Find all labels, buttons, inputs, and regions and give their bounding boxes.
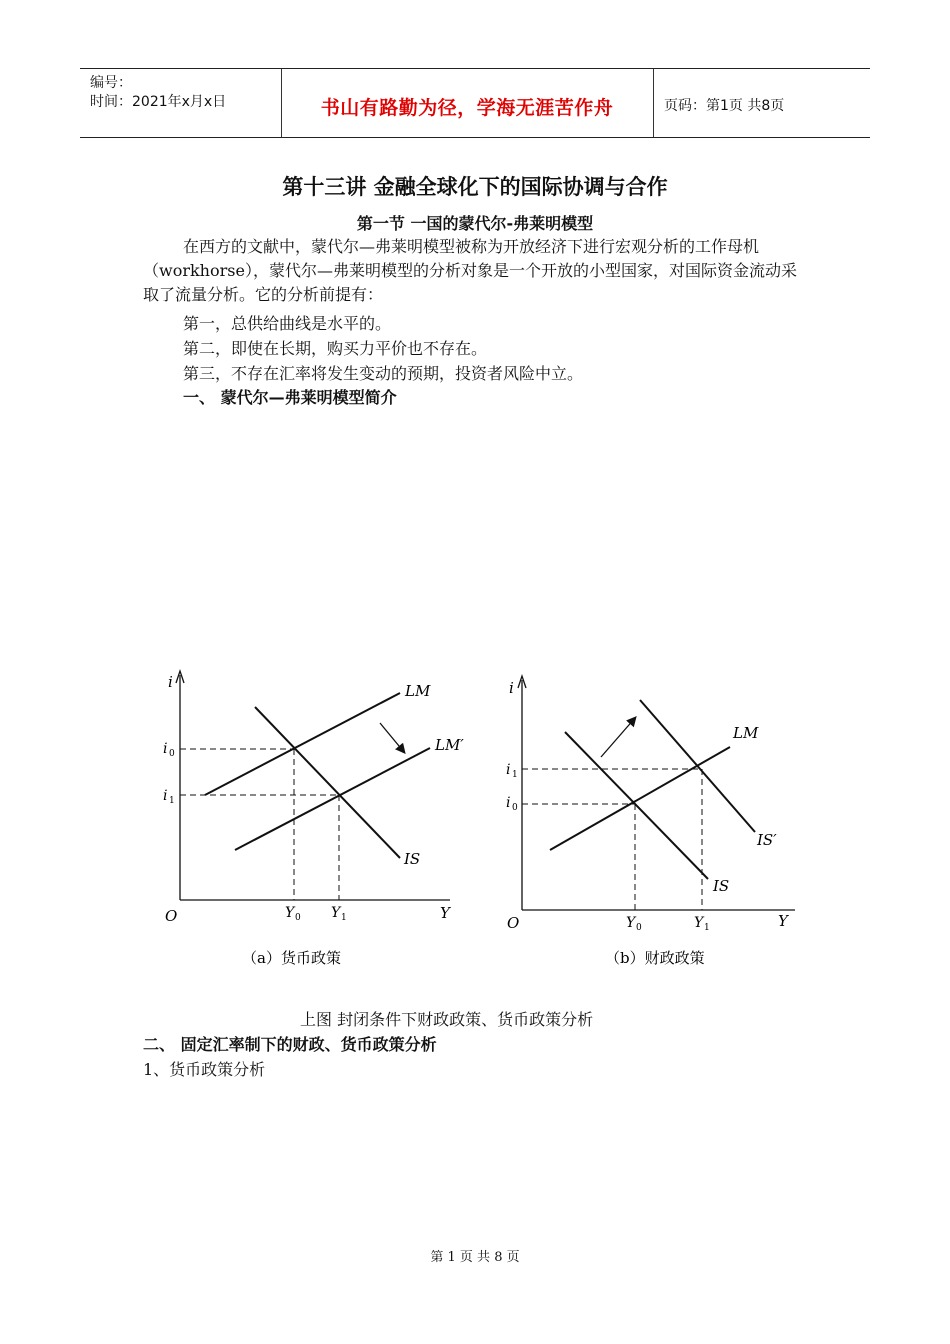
shift-arrow <box>380 723 404 752</box>
i0-label: i <box>163 741 168 757</box>
lm-label: LM <box>733 724 759 742</box>
origin-label: O <box>165 907 178 925</box>
y1-sub: 1 <box>341 913 347 923</box>
i1-label: i <box>506 762 511 778</box>
y0-sub: 0 <box>295 913 301 923</box>
is-prime-curve <box>640 700 755 832</box>
figure-b-caption: （b）财政政策 <box>605 949 705 967</box>
premise-2: 第二，即使在长期，购买力平价也不存在。 <box>183 339 488 358</box>
section-title: 第一节 一国的蒙代尔-弗莱明模型 <box>356 214 594 233</box>
i1-sub: 1 <box>169 796 175 806</box>
i0-sub: 0 <box>169 749 175 759</box>
header-divider <box>653 69 654 137</box>
y-axis-label: i <box>509 679 514 697</box>
page-code: 页码：第1页 共8页 <box>664 98 785 114</box>
heading-intro: 一、 蒙代尔—弗莱明模型简介 <box>183 388 397 407</box>
figure-a-monetary-policy <box>150 665 470 975</box>
number-label: 编号： <box>90 75 132 91</box>
is-curve <box>255 707 400 858</box>
figure-caption: 上图 封闭条件下财政政策、货币政策分析 <box>300 1010 594 1029</box>
lm-curve <box>550 747 730 850</box>
y1-sub: 1 <box>704 923 710 933</box>
lm-label: LM <box>405 682 431 700</box>
figure-b-fiscal-policy <box>495 665 815 975</box>
y0-label: Y <box>626 915 636 931</box>
y-axis-label: i <box>168 673 173 691</box>
is-label: IS <box>404 850 421 868</box>
i1-sub: 1 <box>512 770 518 780</box>
premise-3: 第三，不存在汇率将发生变动的预期，投资者风险中立。 <box>183 364 584 383</box>
i0-sub: 0 <box>512 803 518 813</box>
page-footer: 第 1 页 共 8 页 <box>430 1250 520 1265</box>
origin-label: O <box>507 914 520 932</box>
i1-label: i <box>163 788 168 804</box>
lm-prime-label: LM′ <box>435 736 464 754</box>
time-label: 时间：2021年x月x日 <box>90 94 227 110</box>
y0-label: Y <box>285 905 295 921</box>
intro-paragraph: 在西方的文献中，蒙代尔—弗莱明模型被称为开放经济下进行宏观分析的工作母机（workhorse），蒙代尔—弗莱明模型的分析对象是一个开放的小型国家，对国际资金流动采取了流量分析。它的分析前提有： <box>143 237 797 304</box>
i0-label: i <box>506 795 511 811</box>
header-table <box>80 68 870 138</box>
x-axis-label: Y <box>440 904 450 922</box>
figure-a-caption: （a）货币政策 <box>242 949 341 967</box>
premise-1: 第一，总供给曲线是水平的。 <box>183 314 392 333</box>
heading-fixed-rate: 二、 固定汇率制下的财政、货币政策分析 <box>143 1035 437 1054</box>
is-prime-label: IS′ <box>757 831 777 849</box>
is-label: IS <box>713 877 730 895</box>
lecture-title: 第十三讲 金融全球化下的国际协调与合作 <box>282 175 668 199</box>
y0-sub: 0 <box>636 923 642 933</box>
shift-arrow <box>601 718 635 757</box>
subheading-monetary: 1、货币政策分析 <box>143 1060 266 1079</box>
y1-label: Y <box>331 905 341 921</box>
y1-label: Y <box>694 915 704 931</box>
motto-text: 书山有路勤为径，学海无涯苦作舟 <box>320 97 614 119</box>
x-axis-label: Y <box>778 912 788 930</box>
